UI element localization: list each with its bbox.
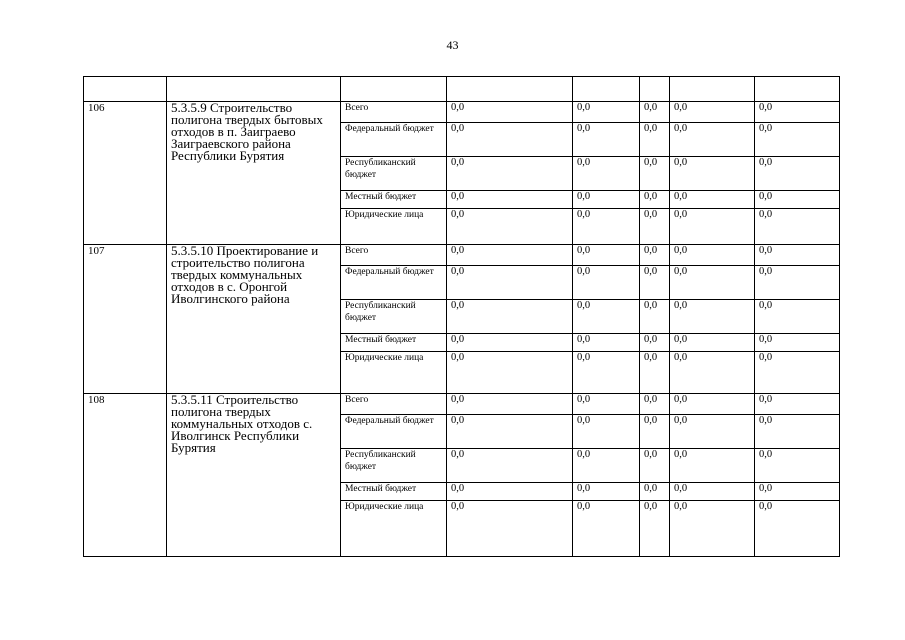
value-cell: 0,0 <box>640 501 670 557</box>
value-cell: 0,0 <box>447 123 573 157</box>
header-cell <box>84 77 167 102</box>
value-cell: 0,0 <box>573 157 640 191</box>
value-cell: 0,0 <box>573 415 640 449</box>
header-cell <box>755 77 840 102</box>
value-cell: 0,0 <box>755 266 840 300</box>
value-cell: 0,0 <box>573 191 640 209</box>
value-cell: 0,0 <box>670 501 755 557</box>
value-cell: 0,0 <box>755 245 840 266</box>
funding-source: Республиканский бюджет <box>341 157 447 191</box>
value-cell: 0,0 <box>755 449 840 483</box>
value-cell: 0,0 <box>670 352 755 394</box>
value-cell: 0,0 <box>573 449 640 483</box>
funding-source: Федеральный бюджет <box>341 266 447 300</box>
value-cell: 0,0 <box>755 157 840 191</box>
funding-source: Федеральный бюджет <box>341 123 447 157</box>
funding-source: Местный бюджет <box>341 334 447 352</box>
value-cell: 0,0 <box>640 266 670 300</box>
funding-source: Всего <box>341 394 447 415</box>
value-cell: 0,0 <box>670 394 755 415</box>
table-row <box>84 102 840 123</box>
value-cell: 0,0 <box>640 483 670 501</box>
value-cell: 0,0 <box>447 245 573 266</box>
value-cell: 0,0 <box>670 334 755 352</box>
value-cell: 0,0 <box>670 209 755 245</box>
value-cell: 0,0 <box>670 300 755 334</box>
table-row <box>84 394 840 415</box>
funding-source: Юридические лица <box>341 352 447 394</box>
funding-source: Юридические лица <box>341 501 447 557</box>
page-number: 43 <box>446 38 459 52</box>
budget-table <box>83 76 840 557</box>
value-cell: 0,0 <box>640 209 670 245</box>
value-cell: 0,0 <box>670 483 755 501</box>
value-cell: 0,0 <box>447 415 573 449</box>
value-cell: 0,0 <box>670 157 755 191</box>
funding-source: Местный бюджет <box>341 483 447 501</box>
value-cell: 0,0 <box>670 266 755 300</box>
funding-source: Республиканский бюджет <box>341 300 447 334</box>
value-cell: 0,0 <box>755 209 840 245</box>
funding-source: Местный бюджет <box>341 191 447 209</box>
value-cell: 0,0 <box>573 483 640 501</box>
value-cell: 0,0 <box>670 415 755 449</box>
header-cell <box>640 77 670 102</box>
value-cell: 0,0 <box>447 266 573 300</box>
value-cell: 0,0 <box>755 415 840 449</box>
value-cell: 0,0 <box>755 123 840 157</box>
value-cell: 0,0 <box>670 245 755 266</box>
value-cell: 0,0 <box>640 394 670 415</box>
value-cell: 0,0 <box>573 300 640 334</box>
item-number: 107 <box>84 245 167 394</box>
value-cell: 0,0 <box>670 449 755 483</box>
header-cell <box>447 77 573 102</box>
value-cell: 0,0 <box>640 352 670 394</box>
item-number: 106 <box>84 102 167 245</box>
header-cell <box>670 77 755 102</box>
item-name: 5.3.5.10 Проектирование и строительство полигона твердых коммунальных отходов в с. Оронгой Иволгинского района <box>167 245 341 394</box>
value-cell: 0,0 <box>573 334 640 352</box>
header-cell <box>167 77 341 102</box>
item-number: 108 <box>84 394 167 557</box>
value-cell: 0,0 <box>447 157 573 191</box>
funding-source: Федеральный бюджет <box>341 415 447 449</box>
value-cell: 0,0 <box>573 394 640 415</box>
value-cell: 0,0 <box>640 300 670 334</box>
funding-source: Юридические лица <box>341 209 447 245</box>
value-cell: 0,0 <box>640 102 670 123</box>
value-cell: 0,0 <box>640 157 670 191</box>
value-cell: 0,0 <box>447 449 573 483</box>
value-cell: 0,0 <box>447 394 573 415</box>
value-cell: 0,0 <box>755 300 840 334</box>
value-cell: 0,0 <box>755 501 840 557</box>
funding-source: Республиканский бюджет <box>341 449 447 483</box>
value-cell: 0,0 <box>447 501 573 557</box>
header-cell <box>573 77 640 102</box>
value-cell: 0,0 <box>447 483 573 501</box>
header-row <box>84 77 840 102</box>
value-cell: 0,0 <box>670 102 755 123</box>
value-cell: 0,0 <box>573 123 640 157</box>
value-cell: 0,0 <box>640 415 670 449</box>
value-cell: 0,0 <box>447 102 573 123</box>
value-cell: 0,0 <box>755 483 840 501</box>
value-cell: 0,0 <box>640 245 670 266</box>
value-cell: 0,0 <box>573 266 640 300</box>
value-cell: 0,0 <box>447 334 573 352</box>
item-name: 5.3.5.11 Строительство полигона твердых коммунальных отходов с. Иволгинск Республики Бурятия <box>167 394 341 557</box>
value-cell: 0,0 <box>573 352 640 394</box>
value-cell: 0,0 <box>573 209 640 245</box>
value-cell: 0,0 <box>447 300 573 334</box>
value-cell: 0,0 <box>670 191 755 209</box>
value-cell: 0,0 <box>573 501 640 557</box>
value-cell: 0,0 <box>640 123 670 157</box>
value-cell: 0,0 <box>670 123 755 157</box>
value-cell: 0,0 <box>447 191 573 209</box>
value-cell: 0,0 <box>755 191 840 209</box>
value-cell: 0,0 <box>573 102 640 123</box>
funding-source: Всего <box>341 245 447 266</box>
value-cell: 0,0 <box>755 334 840 352</box>
value-cell: 0,0 <box>447 209 573 245</box>
value-cell: 0,0 <box>640 449 670 483</box>
value-cell: 0,0 <box>447 352 573 394</box>
value-cell: 0,0 <box>640 334 670 352</box>
value-cell: 0,0 <box>640 191 670 209</box>
value-cell: 0,0 <box>573 245 640 266</box>
item-name: 5.3.5.9 Строительство полигона твердых бытовых отходов в п. Заиграево Заиграевского района Республики Бурятия <box>167 102 341 245</box>
value-cell: 0,0 <box>755 394 840 415</box>
value-cell: 0,0 <box>755 352 840 394</box>
funding-source: Всего <box>341 102 447 123</box>
value-cell: 0,0 <box>755 102 840 123</box>
header-cell <box>341 77 447 102</box>
table-row <box>84 245 840 266</box>
